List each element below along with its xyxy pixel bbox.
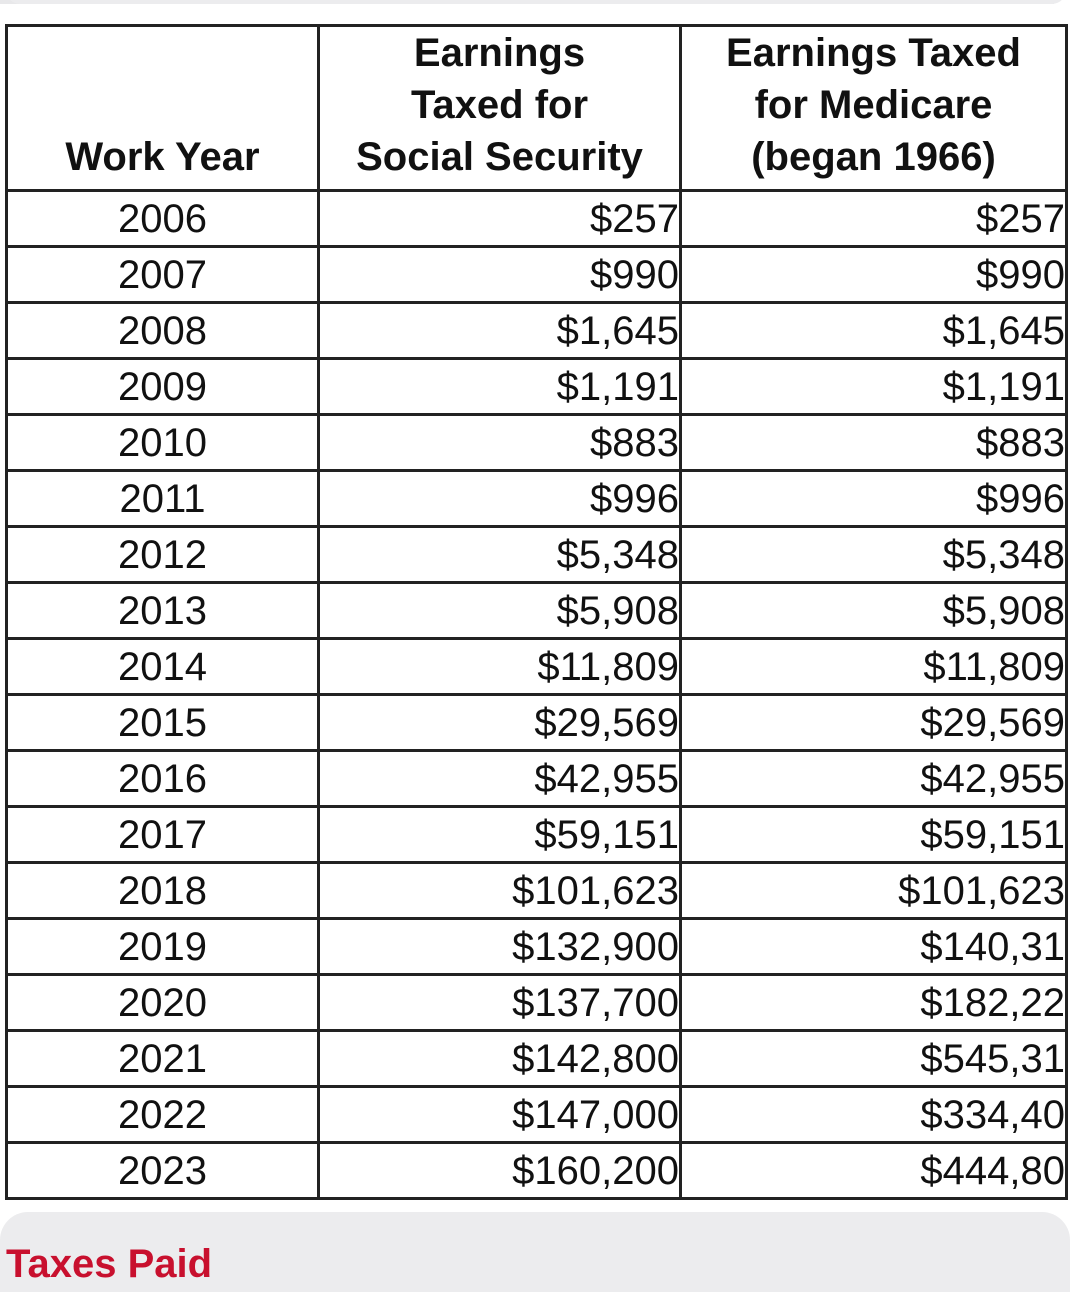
medicare-cell: $1,645: [681, 303, 1067, 359]
table-row: [7, 359, 1067, 415]
table-row: [7, 919, 1067, 975]
year-cell: 2023: [7, 1143, 319, 1199]
medicare-cell: $334,40: [681, 1087, 1067, 1143]
medicare-cell: $990: [681, 247, 1067, 303]
social-security-cell: $137,700: [319, 975, 681, 1031]
year-cell: 2018: [7, 863, 319, 919]
table-row: [7, 863, 1067, 919]
medicare-cell: $140,31: [681, 919, 1067, 975]
earnings-table: [5, 24, 1068, 1200]
medicare-cell: $42,955: [681, 751, 1067, 807]
header-work-year-label: Work Year: [65, 135, 260, 179]
year-cell: 2017: [7, 807, 319, 863]
social-security-cell: $1,191: [319, 359, 681, 415]
medicare-cell: $59,151: [681, 807, 1067, 863]
year-cell: 2019: [7, 919, 319, 975]
year-cell: 2007: [7, 247, 319, 303]
year-cell: 2009: [7, 359, 319, 415]
table-row: [7, 527, 1067, 583]
year-cell: 2006: [7, 191, 319, 247]
header-medicare-line-2: for Medicare: [754, 83, 993, 127]
social-security-cell: $160,200: [319, 1143, 681, 1199]
year-cell: 2020: [7, 975, 319, 1031]
table-row: [7, 1031, 1067, 1087]
social-security-cell: $5,908: [319, 583, 681, 639]
table-row: [7, 975, 1067, 1031]
earnings-table-container: [5, 24, 1065, 1193]
table-row: [7, 471, 1067, 527]
table-row: [7, 695, 1067, 751]
medicare-cell: $182,22: [681, 975, 1067, 1031]
year-cell: 2015: [7, 695, 319, 751]
social-security-cell: $142,800: [319, 1031, 681, 1087]
table-row: [7, 583, 1067, 639]
header-row: [7, 26, 1067, 191]
year-cell: 2010: [7, 415, 319, 471]
medicare-cell: $257: [681, 191, 1067, 247]
year-cell: 2012: [7, 527, 319, 583]
social-security-cell: $132,900: [319, 919, 681, 975]
header-work-year: [7, 26, 319, 191]
table-row: [7, 191, 1067, 247]
medicare-cell: $5,908: [681, 583, 1067, 639]
social-security-cell: $147,000: [319, 1087, 681, 1143]
medicare-cell: $444,80: [681, 1143, 1067, 1199]
medicare-cell: $101,623: [681, 863, 1067, 919]
social-security-cell: $101,623: [319, 863, 681, 919]
year-cell: 2013: [7, 583, 319, 639]
header-social-security: [319, 26, 681, 191]
taxes-paid-title: Taxes Paid: [6, 1242, 213, 1286]
medicare-cell: $29,569: [681, 695, 1067, 751]
social-security-cell: $1,645: [319, 303, 681, 359]
year-cell: 2014: [7, 639, 319, 695]
header-medicare-line-1: Earnings Taxed: [726, 31, 1021, 75]
social-security-cell: $42,955: [319, 751, 681, 807]
table-row: [7, 639, 1067, 695]
medicare-cell: $883: [681, 415, 1067, 471]
previous-section-card: [6, 0, 1066, 4]
taxes-paid-section: [0, 1212, 1070, 1292]
medicare-cell: $996: [681, 471, 1067, 527]
social-security-cell: $29,569: [319, 695, 681, 751]
table-row: [7, 807, 1067, 863]
header-ss-line-2: Taxed for: [410, 83, 589, 127]
header-medicare-line-3: (began 1966): [751, 135, 996, 179]
year-cell: 2008: [7, 303, 319, 359]
table-row: [7, 247, 1067, 303]
header-ss-line-1: Earnings: [413, 31, 586, 75]
table-row: [7, 751, 1067, 807]
social-security-cell: $11,809: [319, 639, 681, 695]
year-cell: 2016: [7, 751, 319, 807]
table-row: [7, 303, 1067, 359]
table-row: [7, 1143, 1067, 1199]
social-security-cell: $257: [319, 191, 681, 247]
social-security-cell: $59,151: [319, 807, 681, 863]
medicare-cell: $545,31: [681, 1031, 1067, 1087]
table-row: [7, 415, 1067, 471]
table-row: [7, 1087, 1067, 1143]
year-cell: 2021: [7, 1031, 319, 1087]
year-cell: 2011: [7, 471, 319, 527]
social-security-cell: $883: [319, 415, 681, 471]
social-security-cell: $996: [319, 471, 681, 527]
header-ss-line-3: Social Security: [356, 135, 643, 179]
social-security-cell: $5,348: [319, 527, 681, 583]
header-medicare: [681, 26, 1067, 191]
social-security-cell: $990: [319, 247, 681, 303]
medicare-cell: $5,348: [681, 527, 1067, 583]
medicare-cell: $11,809: [681, 639, 1067, 695]
medicare-cell: $1,191: [681, 359, 1067, 415]
year-cell: 2022: [7, 1087, 319, 1143]
